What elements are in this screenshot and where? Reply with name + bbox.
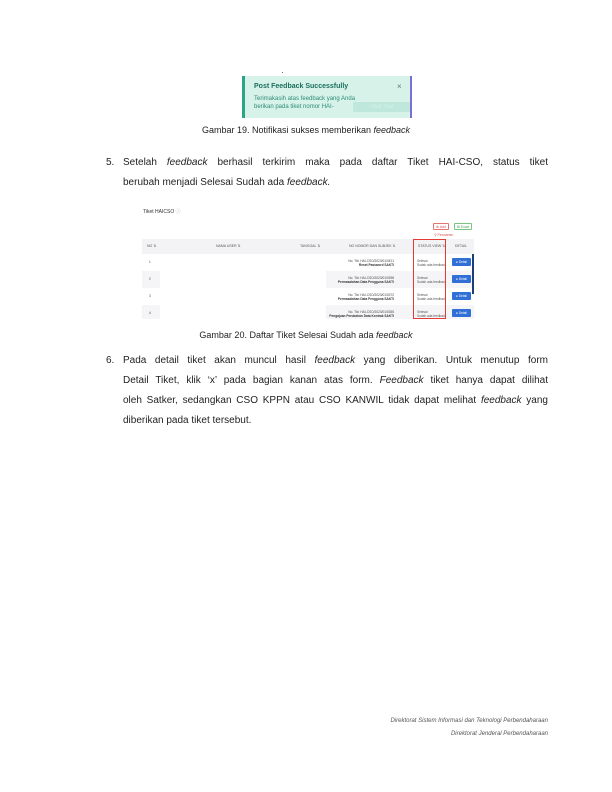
- step-6: [106, 351, 548, 431]
- success-toast: [242, 76, 412, 118]
- figure-20-caption: Gambar 20. Daftar Tiket Selesai Sudah ada feedback: [199, 330, 413, 340]
- header-status[interactable]: STATUS VIEW ⇅: [418, 244, 446, 248]
- toast-artifact-dot: [282, 72, 283, 73]
- header-tanggal[interactable]: TANGGAL ⇅: [300, 244, 321, 248]
- table-row: 2 No. Tkt: HAI-CSO/2023/01/0398 Permasalahan Data Pengguna SAKTI Selesai Sudah ada feedback ● Detail: [142, 271, 474, 288]
- header-nama-user[interactable]: NAMA USER ⇅: [216, 244, 241, 248]
- step-5-number: 5.: [106, 157, 115, 168]
- add-button[interactable]: ⊕ Add: [433, 223, 449, 230]
- detail-button[interactable]: ● Detail: [452, 309, 471, 317]
- header-subjek[interactable]: NO NOMOR DAN SUBJEK ⇅: [349, 244, 396, 248]
- footer-line-2: Direktorat Jenderal Perbendaharaan: [450, 731, 548, 737]
- info-icon: ⓘ: [175, 209, 181, 215]
- toast-edge: [410, 76, 412, 118]
- detail-button[interactable]: ● Detail: [452, 258, 471, 266]
- table-row: 1 No. Tkt: HAI-CSO/2023/01/0421 Reset Password SAKTI Selesai Sudah ada feedback ● Detail: [142, 254, 474, 271]
- header-detail: DETAIL: [455, 244, 467, 248]
- excel-button[interactable]: ⊞ Excel: [454, 223, 472, 230]
- header-no[interactable]: NO ⇅: [147, 244, 157, 248]
- detail-button[interactable]: ● Detail: [452, 292, 471, 300]
- page-title: Tiket HAICSO ⓘ: [143, 209, 181, 215]
- search-filter[interactable]: ⚲ Pencarian: [434, 233, 454, 237]
- step-6-number: 6.: [106, 355, 115, 366]
- redacted-area: [160, 254, 326, 319]
- ticket-table-screenshot: [142, 207, 474, 319]
- step-5-text: Setelah feedback berhasil terkirim maka pada daftar Tiket HAI-CSO, status tiket berubah menjadi Selesai Sudah ada feedback.: [123, 157, 548, 188]
- figure-19-caption: Gambar 19. Notifikasi sukses memberikan feedback: [201, 125, 411, 135]
- toast-message-line2: berikan pada tiket nomor HAI-: [254, 104, 334, 110]
- status-highlight-box: [413, 239, 446, 319]
- step-5: [106, 153, 548, 193]
- footer-line-1: Direktorat Sistem Informasi dan Teknologi Perbendaharaan: [390, 718, 548, 724]
- toast-faded-button[interactable]: Lihat Tiket: [353, 102, 411, 112]
- detail-button[interactable]: ● Detail: [452, 275, 471, 283]
- step-6-text: Pada detail tiket akan muncul hasil feedback yang diberikan. Untuk menutup form Detail Tiket, klik ‘x’ pada bagian kanan atas form. Feedback tiket hanya dapat dilihat oleh Satker, sedangkan CSO KPPN atau CSO KANWIL tidak dapat melihat feedback yang diberikan pada tiket tersebut.: [123, 355, 548, 426]
- toast-message-line1: Terimakasih atas feedback yang Anda: [254, 96, 356, 102]
- table-row: 4 No. Tkt: HAI-CSO/2023/01/0355 Pengajuan Perubahan Data Kontrak SAKTI Selesai Sudah ada feedback ● Detail: [142, 305, 474, 319]
- table-row: 3 No. Tkt: HAI-CSO/2023/01/0372 Permasalahan Data Pengguna SAKTI Selesai Sudah ada feedback ● Detail: [142, 288, 474, 305]
- toast-title: Post Feedback Successfully: [254, 83, 349, 90]
- scrollbar[interactable]: [472, 254, 474, 294]
- close-icon[interactable]: ×: [397, 82, 402, 91]
